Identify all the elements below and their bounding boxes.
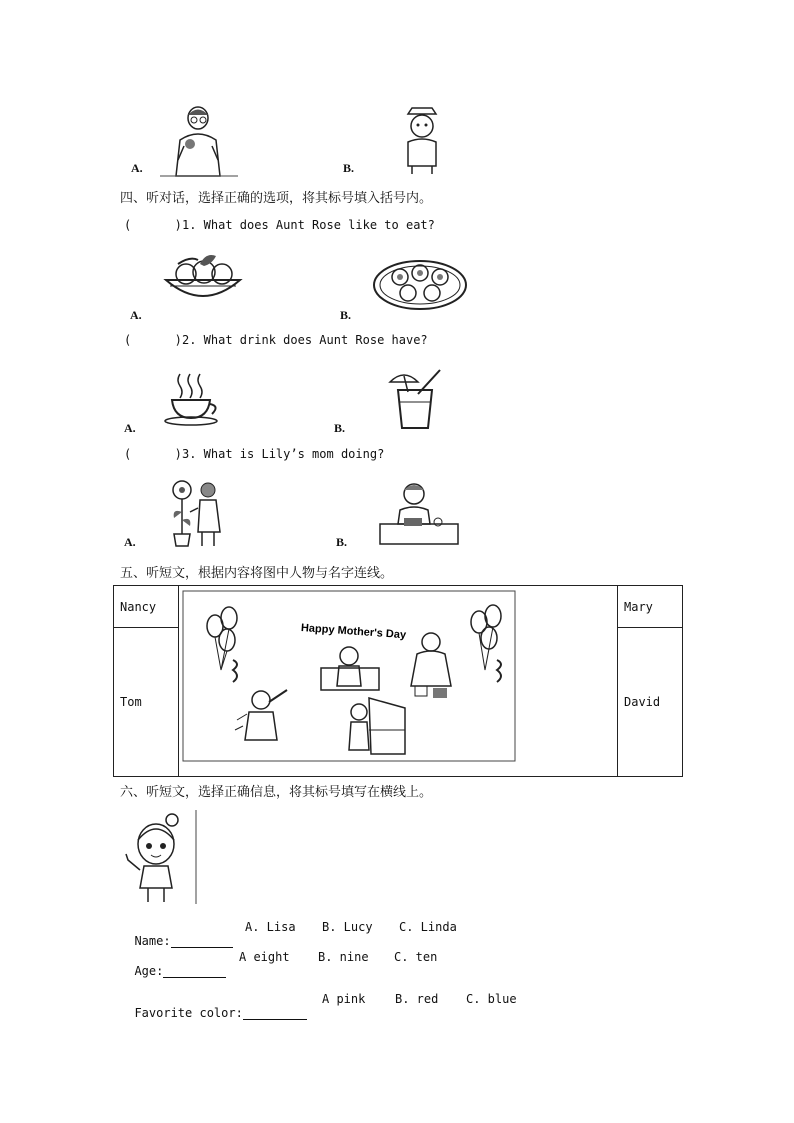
name-matching-table [113,585,683,777]
balloons-right-icon [471,605,501,682]
name-option-b[interactable]: B. Lucy [322,920,373,934]
name-option-a[interactable]: A. Lisa [245,920,296,934]
question-1-option-a-label: A. [130,308,142,322]
banner-text: Happy Mother's Day [300,621,407,642]
section-4-heading: 四、听对话，选择正确的选项，将其标号填入括号内。 [120,191,433,206]
mother-with-gifts-icon [411,633,451,698]
question-2-option-a-label: A. [124,421,136,435]
prev-option-a-label: A. [131,161,143,175]
picture-cell [179,586,618,777]
girl-portrait-image [118,810,200,906]
age-row [120,950,226,978]
color-option-c[interactable]: C. blue [466,992,517,1006]
section-5-heading: 五、听短文，根据内容将图中人物与名字连线。 [120,566,394,581]
question-3-option-a-label: A. [124,535,136,549]
name-row [120,920,233,948]
cold-drink-glass-icon[interactable] [386,368,446,430]
color-option-a[interactable]: A pink [322,992,366,1006]
violin-player-icon [235,690,287,740]
favorite-color-answer-blank[interactable] [243,1007,307,1020]
fruit-basket-icon[interactable] [160,250,246,306]
cooking-at-table-icon[interactable] [378,480,460,546]
question-2-option-b-label: B. [334,421,346,435]
question-2-paren[interactable]: ( ) [124,333,182,347]
watering-flowers-icon[interactable] [164,478,228,548]
age-answer-blank[interactable] [163,965,226,978]
name-tom[interactable]: Tom [114,628,179,777]
prev-option-b-label: B. [343,161,355,175]
age-option-a[interactable]: A eight [239,950,290,964]
name-nancy[interactable]: Nancy [114,586,179,628]
question-3-paren[interactable]: ( ) [124,447,182,461]
question-1-paren[interactable]: ( ) [124,218,182,232]
age-option-c[interactable]: C. ten [394,950,438,964]
child-on-sofa-icon [321,647,379,690]
question-3-option-b-label: B. [336,535,348,549]
name-david[interactable]: David [618,628,683,777]
balloons-left-icon [207,607,237,682]
color-option-b[interactable]: B. red [395,992,439,1006]
question-2-text: 2. What drink does Aunt Rose have? [182,333,428,347]
mothers-day-scene-image [183,590,603,768]
age-option-b[interactable]: B. nine [318,950,369,964]
question-1-text: 1. What does Aunt Rose like to eat? [182,218,435,232]
hot-coffee-cup-icon[interactable] [164,372,224,428]
favorite-color-row [120,992,307,1020]
name-answer-blank[interactable] [171,935,233,948]
name-mary[interactable]: Mary [618,586,683,628]
name-label: Name: [134,934,171,948]
police-officer-icon [392,104,452,176]
piano-player-icon [349,698,405,754]
prev-option-b-image [392,104,452,176]
question-1-option-b-label: B. [340,308,352,322]
section-6-heading: 六、听短文，选择正确信息，将其标号填写在横线上。 [120,785,433,800]
cookie-plate-icon[interactable] [372,255,468,311]
name-option-c[interactable]: C. Linda [399,920,457,934]
question-3-text: 3. What is Lily’s mom doing? [182,447,385,461]
favorite-color-label: Favorite color: [134,1006,243,1020]
age-label: Age: [134,964,164,978]
girl-icon [118,810,200,906]
